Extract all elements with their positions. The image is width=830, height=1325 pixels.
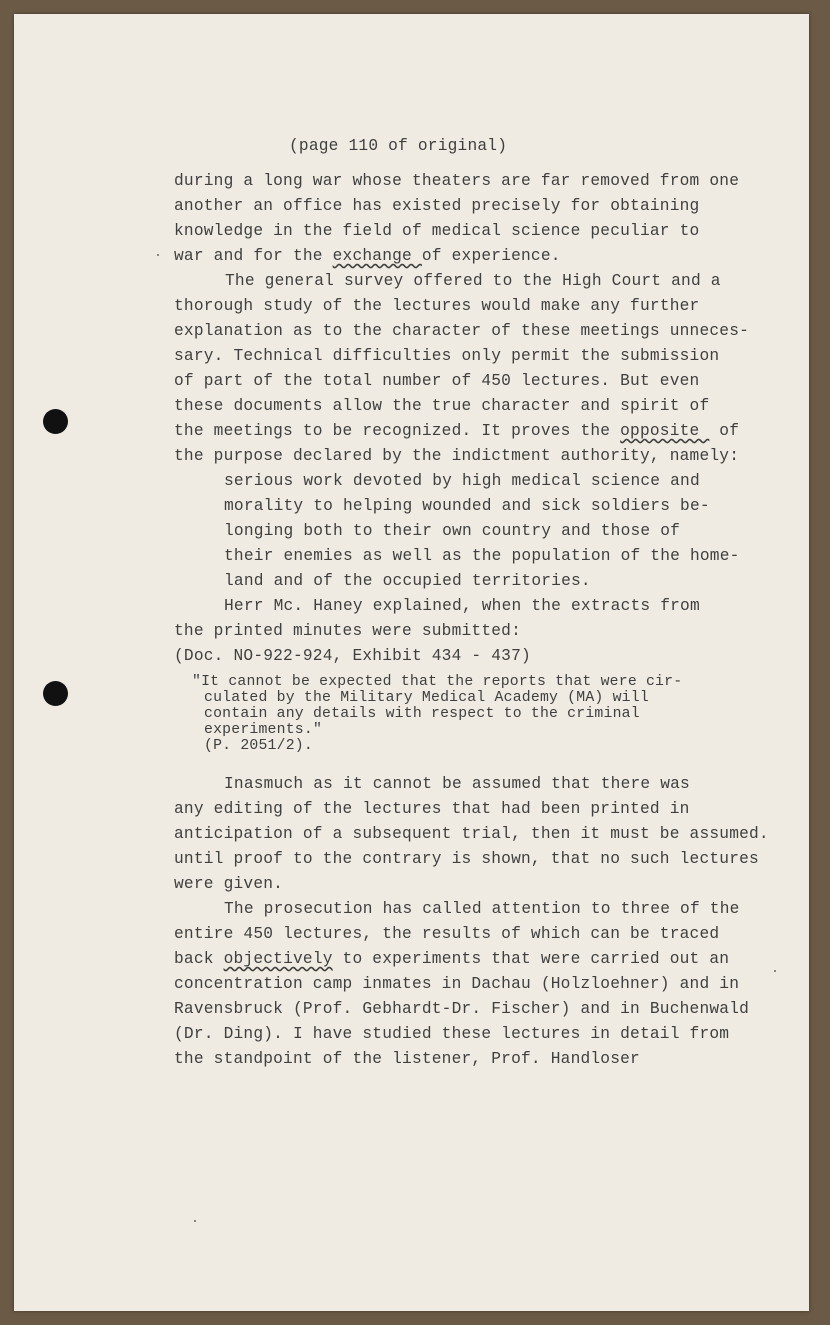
- quote-citation: (P. 2051/2).: [204, 738, 313, 754]
- page-header: (page 110 of original): [289, 137, 508, 155]
- text-line: thorough study of the lectures would make any further: [174, 297, 700, 315]
- text-line: Ravensbruck (Prof. Gebhardt-Dr. Fischer) and in Buchenwald: [174, 1000, 750, 1018]
- stray-mark: [774, 970, 776, 972]
- text-line: morality to helping wounded and sick soldiers be-: [224, 497, 710, 515]
- quote-line: experiments.": [204, 722, 323, 738]
- stray-mark: [194, 1220, 196, 1222]
- underlined-word: opposite: [620, 422, 710, 440]
- text-line: The general survey offered to the High Court and a: [225, 272, 721, 290]
- text-line: the meetings to be recognized. It proves the opposite of: [174, 422, 740, 440]
- underlined-word: exchange: [332, 247, 422, 265]
- text-line: these documents allow the true character and spirit of: [174, 397, 710, 415]
- text-line: anticipation of a subsequent trial, then it must be assumed.: [174, 825, 769, 843]
- text-line: another an office has existed precisely for obtaining: [174, 197, 700, 215]
- text-line: the standpoint of the listener, Prof. Handloser: [174, 1050, 640, 1068]
- stray-mark: [157, 254, 159, 256]
- text-line: land and of the occupied territories.: [224, 572, 591, 590]
- text-line: serious work devoted by high medical science and: [224, 472, 700, 490]
- text-line: war and for the exchange of experience.: [174, 247, 561, 265]
- text-line: explanation as to the character of these meetings unneces-: [174, 322, 750, 340]
- text-line: their enemies as well as the population of the home-: [224, 547, 740, 565]
- underlined-word: objectively: [223, 950, 333, 968]
- text-line: of part of the total number of 450 lectures. But even: [174, 372, 700, 390]
- text-line: were given.: [174, 875, 284, 893]
- text-line: during a long war whose theaters are far removed from one: [174, 172, 740, 190]
- punch-hole: [43, 409, 68, 434]
- punch-hole: [43, 681, 68, 706]
- text-line: sary. Technical difficulties only permit the submission: [174, 347, 720, 365]
- quote-line: "It cannot be expected that the reports that were cir-: [192, 674, 683, 690]
- text-line: (Dr. Ding). I have studied these lectures in detail from: [174, 1025, 730, 1043]
- text-line: until proof to the contrary is shown, that no such lectures: [174, 850, 759, 868]
- text-line: any editing of the lectures that had been printed in: [174, 800, 690, 818]
- quote-line: contain any details with respect to the criminal: [204, 706, 640, 722]
- text-line: back objectively to experiments that were carried out an: [174, 950, 730, 968]
- text-line: knowledge in the field of medical science peculiar to: [174, 222, 700, 240]
- text-line: entire 450 lectures, the results of which can be traced: [174, 925, 720, 943]
- quote-line: culated by the Military Medical Academy (MA) will: [204, 690, 649, 706]
- text-line: concentration camp inmates in Dachau (Holzloehner) and in: [174, 975, 740, 993]
- text-line: longing both to their own country and those of: [224, 522, 681, 540]
- text-line: the printed minutes were submitted:: [174, 622, 521, 640]
- text-line: Inasmuch as it cannot be assumed that there was: [224, 775, 690, 793]
- document-page: [14, 14, 809, 1311]
- doc-reference: (Doc. NO-922-924, Exhibit 434 - 437): [174, 647, 531, 665]
- text-line: the purpose declared by the indictment authority, namely:: [174, 447, 740, 465]
- text-line: The prosecution has called attention to three of the: [224, 900, 740, 918]
- text-line: Herr Mc. Haney explained, when the extracts from: [224, 597, 700, 615]
